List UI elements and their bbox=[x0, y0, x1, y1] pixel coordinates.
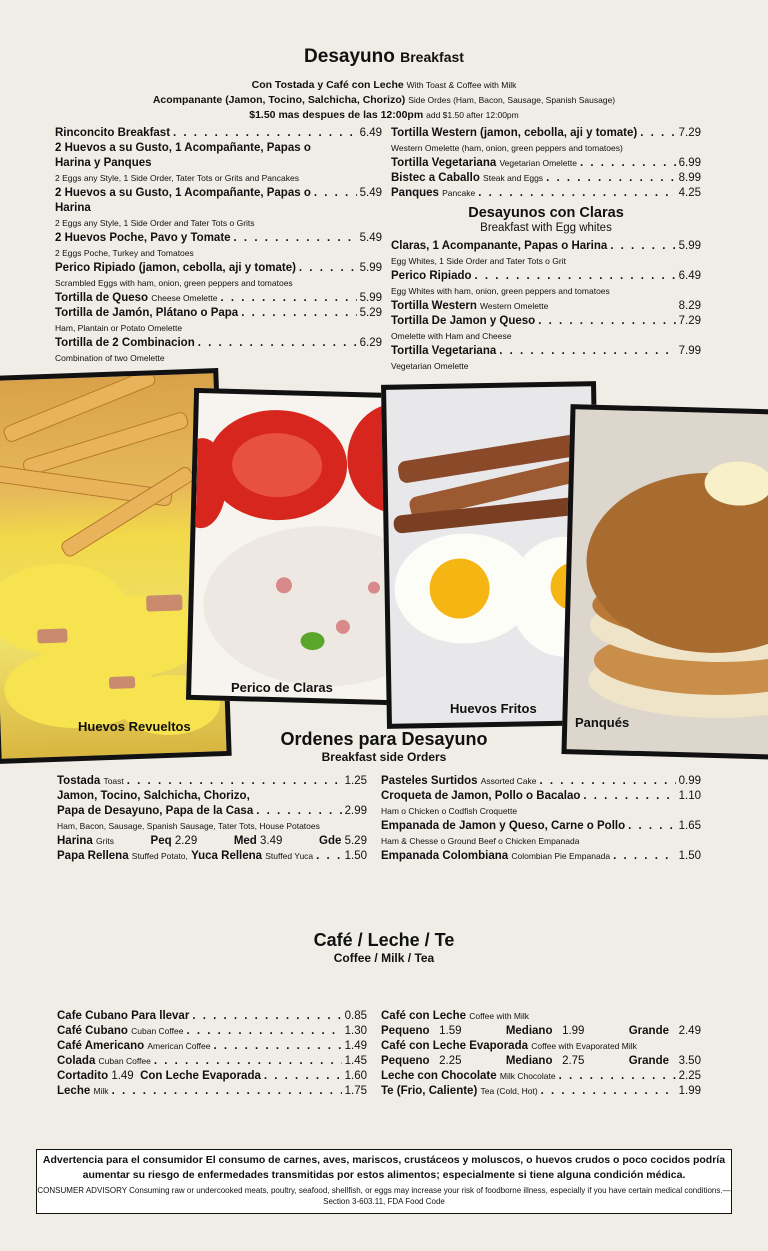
coffee-sizes: Pequeno 1.59 Mediano 1.99 Grande 2.49 bbox=[381, 1025, 701, 1037]
menu-item: Perico Ripiado . . . 6.49 bbox=[391, 269, 701, 284]
menu-item: Café Americano American Coffee . . . 1.49 bbox=[57, 1039, 367, 1054]
menu-item: Rinconcito Breakfast . . . 6.49 bbox=[55, 126, 382, 141]
menu-item-desc: Ham & Chesse o Ground Beef o Chicken Empanada bbox=[381, 836, 580, 846]
egg-whites-heading: Desayunos con Claras Breakfast with Egg whites bbox=[468, 205, 624, 234]
menu-item: Pasteles Surtidos Assorted Cake . . . 0.99 bbox=[381, 774, 701, 789]
menu-item: Cafe Cubano Para llevar . . . 0.85 bbox=[57, 1009, 367, 1024]
photo-caption: Perico de Claras bbox=[231, 680, 333, 695]
menu-item: Tortilla de 2 Combinacion . . . 6.29 bbox=[55, 336, 382, 351]
menu-item: Tortilla de Queso Cheese Omelette . . . 5.99 bbox=[55, 291, 382, 306]
menu-item-desc: Vegetarian Omelette bbox=[391, 361, 469, 371]
sides-right-column bbox=[381, 774, 701, 864]
coffee-left-column bbox=[57, 1009, 367, 1099]
menu-item: Bistec a Caballo Steak and Eggs . . . 8.99 bbox=[391, 171, 701, 186]
harina-sizes: Harina Grits Peq 2.29 Med 3.49 Gde 5.29 bbox=[57, 835, 367, 847]
menu-item-desc: 2 Eggs any Style, 1 Side Order and Tater Tots o Grits bbox=[55, 218, 255, 228]
menu-item: Claras, 1 Acompanante, Papas o Harina . . . 5.99 bbox=[391, 239, 701, 254]
photo-caption: Huevos Fritos bbox=[450, 701, 537, 716]
breakfast-title: Desayuno Breakfast bbox=[304, 46, 464, 67]
panques-photo bbox=[561, 404, 768, 760]
menu-item: Tortilla Vegetariana Vegetarian Omelette . . . 6.99 bbox=[391, 156, 701, 171]
menu-item-desc: Ham o Chicken o Codfish Croquette bbox=[381, 806, 518, 816]
menu-item-desc: Western Omelette (ham, onion, green peppers and tomatoes) bbox=[391, 143, 623, 153]
breakfast-subtitle: Con Tostada y Café con Leche With Toast & Coffee with Milk Acompanante (Jamon, Tocino, Salchicha, Chorizo) Side Ordes (Ham, Bacon, Sausage, Spanish Sausage) $1.50 mas despues de las 12:00pm add $1.50 after 12:00pm bbox=[152, 79, 616, 121]
menu-item: Perico Ripiado (jamon, cebolla, aji y tomate) . . . 5.99 bbox=[55, 261, 382, 276]
menu-item-name: 2 Huevos a su Gusto, 1 Acompañante, Papas o bbox=[55, 142, 311, 154]
menu-item-name: Harina y Panques bbox=[55, 157, 152, 169]
menu-item-desc: Scrambled Eggs with ham, onion, green peppers and tomatoes bbox=[55, 278, 293, 288]
menu-item: Croqueta de Jamon, Pollo o Bacalao . . . 1.10 bbox=[381, 789, 701, 804]
menu-item: Colada Cuban Coffee . . . 1.45 bbox=[57, 1054, 367, 1069]
menu-item-desc: Combination of two Omelette bbox=[55, 353, 165, 363]
side-orders-heading: Ordenes para Desayuno Breakfast side Orders bbox=[280, 729, 488, 764]
consumer-advisory bbox=[36, 1149, 732, 1214]
menu-item: Papa de Desayuno, Papa de la Casa . . . 2.99 bbox=[57, 804, 367, 819]
menu-item: Tortilla De Jamon y Queso . . . 7.29 bbox=[391, 314, 701, 329]
pancakes-illustration bbox=[567, 409, 768, 755]
menu-item-name: Jamon, Tocino, Salchicha, Chorizo, bbox=[57, 790, 250, 802]
breakfast-right-column bbox=[391, 126, 701, 374]
coffee-right-column bbox=[381, 1009, 701, 1099]
menu-item-desc: Omelette with Ham and Cheese bbox=[391, 331, 512, 341]
menu-item: Tortilla Western (jamon, cebolla, aji y tomate) . . . 7.29 bbox=[391, 126, 701, 141]
menu-item: Café con Leche Coffee with Milk bbox=[381, 1010, 530, 1022]
menu-item-desc: Egg Whites, 1 Side Order and Tater Tots o Grit bbox=[391, 256, 566, 266]
menu-item: Leche con Chocolate Milk Chocolate . . . 2.25 bbox=[381, 1069, 701, 1084]
menu-item: 2 Huevos a su Gusto, 1 Acompañante, Papas o . . . 5.49 bbox=[55, 186, 382, 201]
advisory-english: CONSUMER ADVISORY Consuming raw or undercooked meats, poultry, seafood, shellfish, or eggs may increase your risk of foodborne illness, especially if you have certain medical conditions.—Section 3-603.11, FDA Food Code bbox=[37, 1186, 731, 1206]
menu-item: Panques Pancake . . . 4.25 bbox=[391, 186, 701, 201]
menu-item: Papa Rellena Stuffed Potato, Yuca Rellena Stuffed Yuca . . . 1.50 bbox=[57, 849, 367, 864]
menu-item-desc: 2 Eggs any Style, 1 Side Order, Tater Tots or Grits and Pancakes bbox=[55, 173, 299, 183]
menu-item: Leche Milk . . . 1.75 bbox=[57, 1084, 367, 1099]
menu-item: 2 Huevos Poche, Pavo y Tomate . . . 5.49 bbox=[55, 231, 382, 246]
menu-item-desc: Egg Whites with ham, onion, green peppers and tomatoes bbox=[391, 286, 610, 296]
coffee-sizes: Pequeno 2.25 Mediano 2.75 Grande 3.50 bbox=[381, 1055, 701, 1067]
menu-item: Tostada Toast . . . 1.25 bbox=[57, 774, 367, 789]
menu-item-desc: Ham, Plantain or Potato Omelette bbox=[55, 323, 183, 333]
menu-item: Empanada Colombiana Colombian Pie Empanada . . . 1.50 bbox=[381, 849, 701, 864]
menu-item-name: Harina bbox=[55, 202, 91, 214]
breakfast-left-column bbox=[55, 126, 382, 366]
advisory-spanish: Advertencia para el consumidor El consumo de carnes, aves, mariscos, crustáceos y moluscos, o huevos crudos o poco cocidos podría aumentar su riesgo de enfermedades transmitidas por estos alimentos; especialmente si tiene alguna condición médica. bbox=[42, 1154, 726, 1181]
menu-item-desc: 2 Eggs Poche, Turkey and Tomatoes bbox=[55, 248, 194, 258]
photo-caption: Huevos Revueltos bbox=[78, 719, 191, 734]
menu-item: Tortilla de Jamón, Plátano o Papa . . . 5.29 bbox=[55, 306, 382, 321]
menu-item: Te (Frio, Caliente) Tea (Cold, Hot) . . . 1.99 bbox=[381, 1084, 701, 1099]
menu-item: Tortilla Western Western Omelette 8.29 bbox=[391, 300, 701, 312]
menu-item: Café con Leche Evaporada Coffee with Evaporated Milk bbox=[381, 1040, 637, 1052]
menu-item: Empanada de Jamon y Queso, Carne o Pollo . . . 1.65 bbox=[381, 819, 701, 834]
menu-item-desc: Ham, Bacon, Sausage, Spanish Sausage, Tater Tots, House Potatoes bbox=[57, 821, 320, 831]
menu-item: Tortilla Vegetariana . . . 7.99 bbox=[391, 344, 701, 359]
sides-left-column bbox=[57, 774, 367, 864]
coffee-heading: Café / Leche / Te Coffee / Milk / Tea bbox=[313, 930, 455, 965]
photo-caption: Panqués bbox=[575, 715, 630, 730]
menu-item: Cortadito 1.49 Con Leche Evaporada . . . 1.60 bbox=[57, 1069, 367, 1084]
menu-item: Café Cubano Cuban Coffee . . . 1.30 bbox=[57, 1024, 367, 1039]
